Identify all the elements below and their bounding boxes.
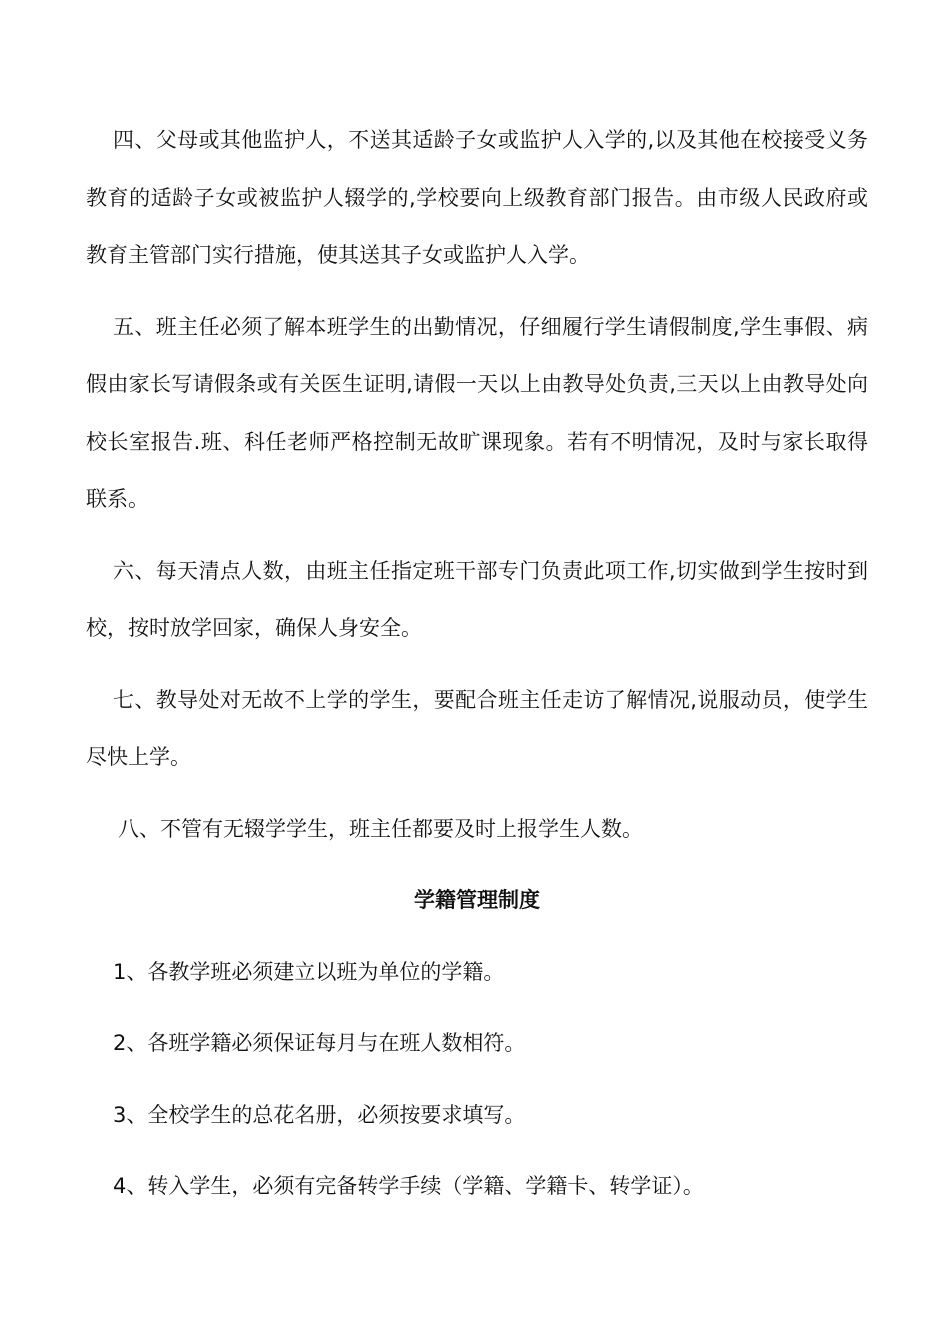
document-page <box>86 112 868 1216</box>
paragraph-4: 四、父母或其他监护人，不送其适龄子女或监护人入学的,以及其他在校接受义务教育的适龄子女或被监护人辍学的,学校要向上级教育部门报告。由市级人民政府或教育主管部门实行措施，使其送其子女或监护人入学。 <box>86 128 868 267</box>
section-title: 学籍管理制度 <box>414 888 540 912</box>
list-item-2: 2、各班学籍必须保证每月与在班人数相符。 <box>113 1031 526 1055</box>
paragraph-8: 八、不管有无辍学学生，班主任都要及时上报学生人数。 <box>118 816 643 841</box>
list-item-1: 1、各教学班必须建立以班为单位的学籍。 <box>113 959 505 984</box>
list-item-3: 3、全校学生的总花名册，必须按要求填写。 <box>113 1102 526 1127</box>
paragraph-5: 五、班主任必须了解本班学生的出勤情况，仔细履行学生请假制度,学生事假、病假由家长写请假条或有关医生证明,请假一天以上由教导处负责,三天以上由教导处向校长室报告.班、科任老师严格控制无故旷课现象。若有不明情况，及时与家长取得联系。 <box>86 314 868 511</box>
paragraph-7: 七、教导处对无故不上学的学生，要配合班主任走访了解情况,说服动员，使学生尽快上学。 <box>86 687 868 769</box>
list-item-4: 4、转入学生，必须有完备转学手续（学籍、学籍卡、转学证）。 <box>113 1174 704 1198</box>
paragraph-6: 六、每天清点人数，由班主任指定班干部专门负责此项工作,切实做到学生按时到校，按时放学回家，确保人身安全。 <box>86 558 868 640</box>
